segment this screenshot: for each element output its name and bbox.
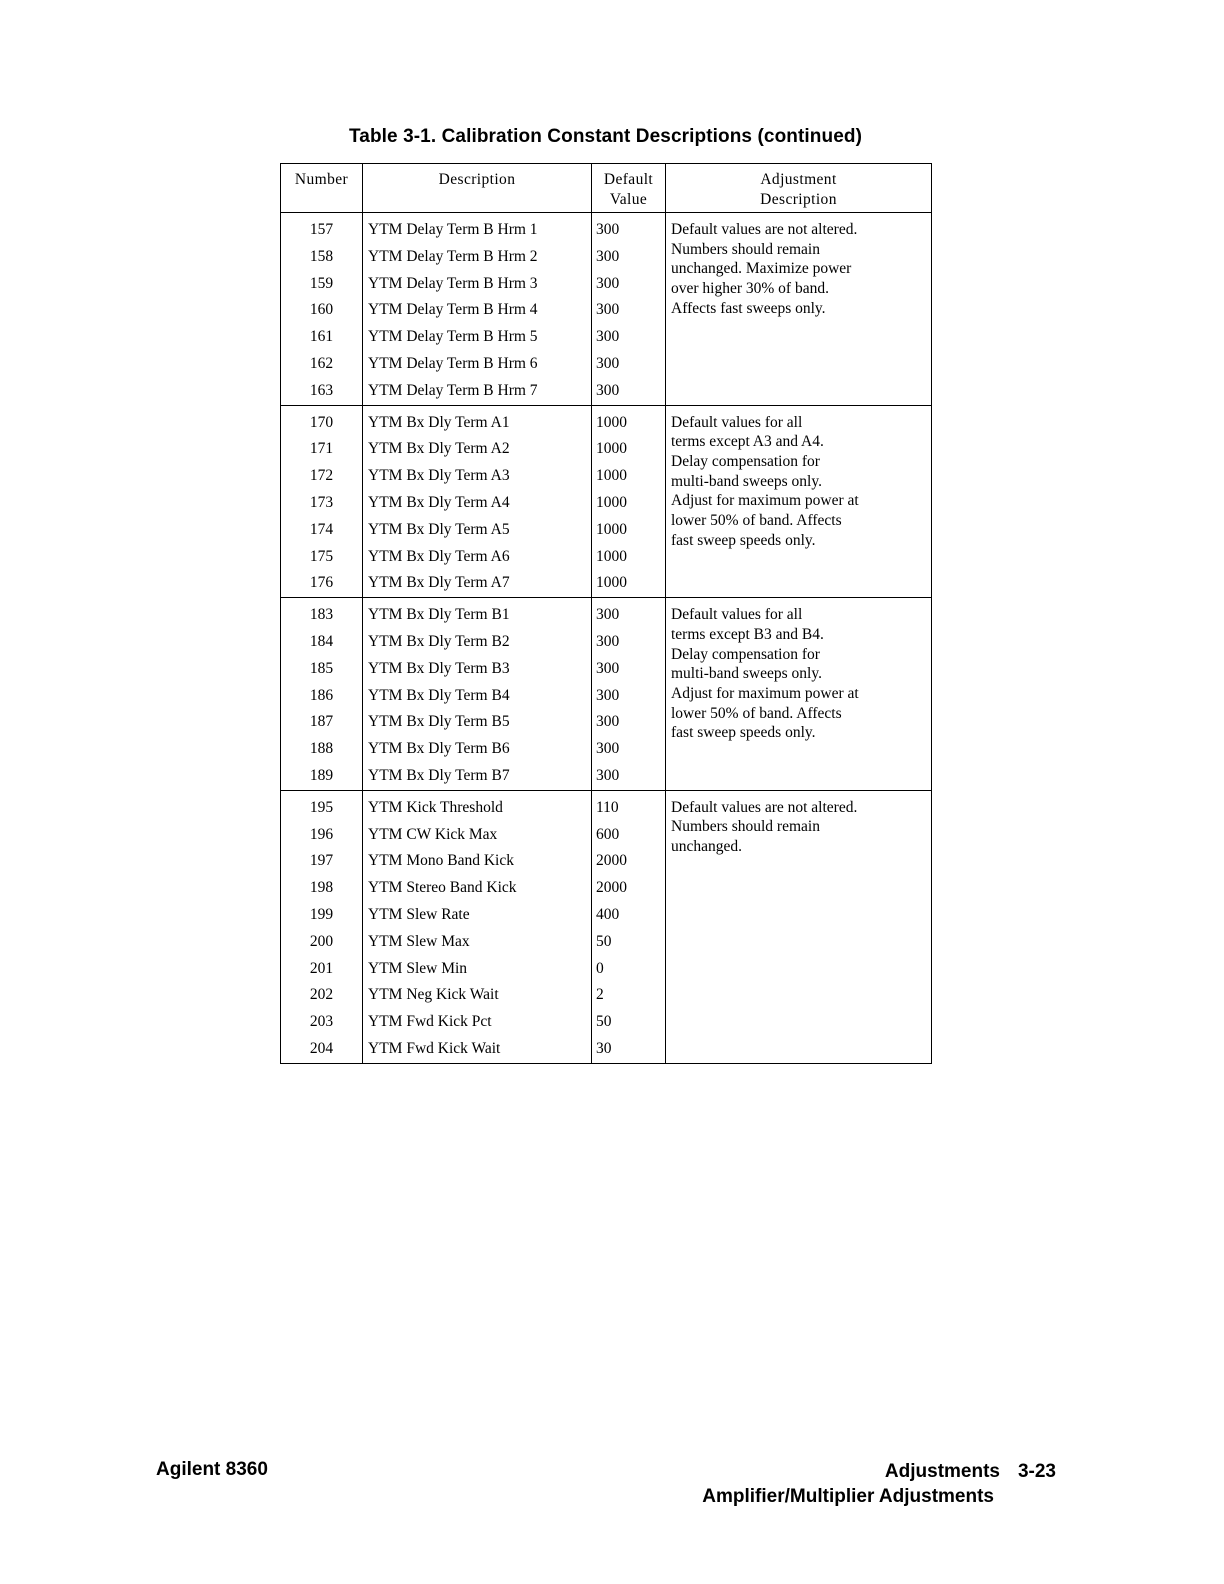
row-description: YTM Bx Dly Term B7 <box>363 763 592 790</box>
row-description: YTM Bx Dly Term A6 <box>363 544 592 571</box>
row-default-value: 110 <box>592 790 666 821</box>
row-default-value: 30 <box>592 1036 666 1063</box>
row-number: 198 <box>281 875 363 902</box>
row-description: YTM Bx Dly Term A4 <box>363 490 592 517</box>
row-number: 184 <box>281 629 363 656</box>
table-row <box>281 790 932 821</box>
row-description: YTM Delay Term B Hrm 7 <box>363 378 592 405</box>
row-number: 203 <box>281 1009 363 1036</box>
row-default-value: 300 <box>592 213 666 244</box>
row-default-value: 50 <box>592 929 666 956</box>
row-default-value: 300 <box>592 351 666 378</box>
row-description: YTM Bx Dly Term B2 <box>363 629 592 656</box>
row-default-value: 300 <box>592 378 666 405</box>
row-number: 185 <box>281 656 363 683</box>
row-default-value: 300 <box>592 736 666 763</box>
row-number: 200 <box>281 929 363 956</box>
row-default-value: 1000 <box>592 436 666 463</box>
row-default-value: 300 <box>592 629 666 656</box>
footer-page-number: 3-23 <box>1017 1461 1056 1482</box>
calibration-constants-table <box>280 163 932 1064</box>
row-description: YTM Mono Band Kick <box>363 848 592 875</box>
row-description: YTM Fwd Kick Pct <box>363 1009 592 1036</box>
table-row <box>281 213 932 244</box>
row-number: 189 <box>281 763 363 790</box>
row-default-value: 2000 <box>592 848 666 875</box>
row-default-value: 300 <box>592 598 666 629</box>
row-description: YTM Kick Threshold <box>363 790 592 821</box>
row-number: 202 <box>281 982 363 1009</box>
row-description: YTM Bx Dly Term B1 <box>363 598 592 629</box>
row-number: 196 <box>281 822 363 849</box>
row-description: YTM Delay Term B Hrm 1 <box>363 213 592 244</box>
row-default-value: 400 <box>592 902 666 929</box>
row-number: 174 <box>281 517 363 544</box>
row-default-value: 0 <box>592 956 666 983</box>
row-default-value: 300 <box>592 763 666 790</box>
footer-product-name: Agilent 8360 <box>156 1459 268 1480</box>
column-header-number: Number <box>281 164 363 213</box>
table-row <box>281 405 932 436</box>
row-number: 186 <box>281 683 363 710</box>
row-description: YTM Bx Dly Term A7 <box>363 570 592 597</box>
row-number: 172 <box>281 463 363 490</box>
row-number: 204 <box>281 1036 363 1063</box>
column-header-adjustment-description: Adjustment Description <box>666 164 932 213</box>
row-description: YTM Bx Dly Term A5 <box>363 517 592 544</box>
row-description: YTM Bx Dly Term B3 <box>363 656 592 683</box>
row-default-value: 300 <box>592 324 666 351</box>
row-number: 199 <box>281 902 363 929</box>
table-row <box>281 598 932 629</box>
row-number: 161 <box>281 324 363 351</box>
row-description: YTM Delay Term B Hrm 6 <box>363 351 592 378</box>
row-description: YTM Slew Max <box>363 929 592 956</box>
row-number: 173 <box>281 490 363 517</box>
column-header-default-value: Default Value <box>592 164 666 213</box>
table-header <box>281 164 932 213</box>
row-description: YTM Slew Min <box>363 956 592 983</box>
adjustment-note: Default values are not altered. Numbers should remain unchanged. <box>666 790 932 1063</box>
row-description: YTM Bx Dly Term A1 <box>363 405 592 436</box>
row-default-value: 1000 <box>592 570 666 597</box>
row-description: YTM Delay Term B Hrm 2 <box>363 244 592 271</box>
row-default-value: 1000 <box>592 490 666 517</box>
table-group <box>281 790 932 1063</box>
row-number: 197 <box>281 848 363 875</box>
row-number: 157 <box>281 213 363 244</box>
row-default-value: 1000 <box>592 517 666 544</box>
footer-section-info <box>700 1459 1056 1509</box>
row-number: 163 <box>281 378 363 405</box>
row-description: YTM Fwd Kick Wait <box>363 1036 592 1063</box>
row-number: 175 <box>281 544 363 571</box>
row-number: 160 <box>281 297 363 324</box>
footer-subsection: Amplifier/Multiplier Adjustments <box>702 1486 994 1507</box>
table-group <box>281 405 932 598</box>
row-default-value: 50 <box>592 1009 666 1036</box>
row-description: YTM Delay Term B Hrm 3 <box>363 271 592 298</box>
row-default-value: 1000 <box>592 463 666 490</box>
row-number: 201 <box>281 956 363 983</box>
row-default-value: 300 <box>592 297 666 324</box>
page-title: Table 3-1. Calibration Constant Descriptions (continued) <box>348 126 862 147</box>
row-default-value: 300 <box>592 709 666 736</box>
row-description: YTM Bx Dly Term A2 <box>363 436 592 463</box>
adjustment-note: Default values are not altered. Numbers should remain unchanged. Maximize power over higher 30% of band. Affects fast sweeps only. <box>666 213 932 406</box>
table-group <box>281 598 932 791</box>
row-default-value: 2000 <box>592 875 666 902</box>
row-number: 159 <box>281 271 363 298</box>
row-default-value: 600 <box>592 822 666 849</box>
row-number: 158 <box>281 244 363 271</box>
row-number: 188 <box>281 736 363 763</box>
column-header-description: Description <box>363 164 592 213</box>
row-description: YTM Stereo Band Kick <box>363 875 592 902</box>
row-number: 162 <box>281 351 363 378</box>
row-number: 170 <box>281 405 363 436</box>
row-number: 187 <box>281 709 363 736</box>
row-default-value: 1000 <box>592 405 666 436</box>
row-description: YTM Bx Dly Term B6 <box>363 736 592 763</box>
row-description: YTM Bx Dly Term B5 <box>363 709 592 736</box>
adjustment-note: Default values for all terms except A3 and A4. Delay compensation for multi-band sweeps only. Adjust for maximum power at lower 50% of band. Affects fast sweep speeds only. <box>666 405 932 598</box>
table-group <box>281 213 932 406</box>
row-default-value: 300 <box>592 271 666 298</box>
row-default-value: 300 <box>592 683 666 710</box>
row-default-value: 300 <box>592 656 666 683</box>
row-description: YTM CW Kick Max <box>363 822 592 849</box>
row-number: 176 <box>281 570 363 597</box>
row-description: YTM Delay Term B Hrm 4 <box>363 297 592 324</box>
row-default-value: 1000 <box>592 544 666 571</box>
row-number: 195 <box>281 790 363 821</box>
row-default-value: 300 <box>592 244 666 271</box>
row-number: 171 <box>281 436 363 463</box>
row-description: YTM Neg Kick Wait <box>363 982 592 1009</box>
header-row <box>281 164 932 213</box>
row-description: YTM Slew Rate <box>363 902 592 929</box>
row-default-value: 2 <box>592 982 666 1009</box>
row-number: 183 <box>281 598 363 629</box>
adjustment-note: Default values for all terms except B3 and B4. Delay compensation for multi-band sweeps only. Adjust for maximum power at lower 50% of band. Affects fast sweep speeds only. <box>666 598 932 791</box>
row-description: YTM Bx Dly Term A3 <box>363 463 592 490</box>
row-description: YTM Delay Term B Hrm 5 <box>363 324 592 351</box>
footer-section: Adjustments <box>884 1461 1000 1482</box>
row-description: YTM Bx Dly Term B4 <box>363 683 592 710</box>
